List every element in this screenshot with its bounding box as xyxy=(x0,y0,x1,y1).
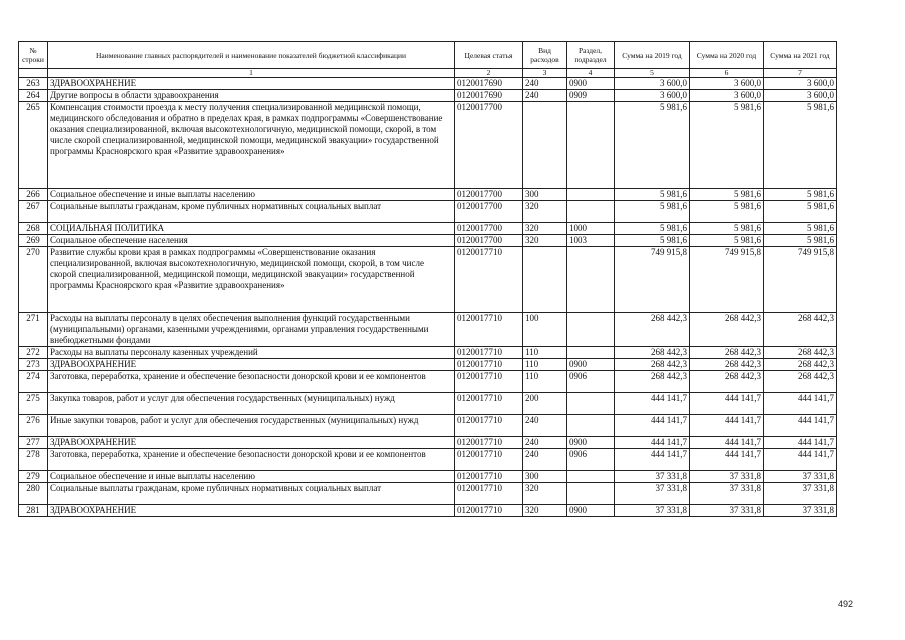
row-expense-type: 240 xyxy=(523,78,567,90)
row-number: 266 xyxy=(19,189,48,201)
row-sum-2021: 5 981,6 xyxy=(764,235,837,247)
row-sum-2019: 749 915,8 xyxy=(615,247,690,313)
row-sum-2020: 5 981,6 xyxy=(690,201,764,223)
row-number: 269 xyxy=(19,235,48,247)
row-expense-type xyxy=(523,102,567,189)
row-sum-2019: 268 442,3 xyxy=(615,313,690,347)
row-sum-2019: 37 331,8 xyxy=(615,505,690,517)
row-name: Социальное обеспечение и иные выплаты населению xyxy=(48,189,455,201)
row-name: Компенсация стоимости проезда к месту получения специализированной медицинской помощи, медицинского обследования и обратно в пределах края, в рамках подпрограммы «Совершенствование оказания специализированной, включая высокотехнологичную, медицинской помощи, скорой, в том числе скорой специализированной, медицинской помощи, медицинской эвакуации» государственной программы Красноярского края «Развитие здравоохранения» xyxy=(48,102,455,189)
row-sum-2021: 5 981,6 xyxy=(764,189,837,201)
header-sum-2020: Сумма на 2020 год xyxy=(690,42,764,69)
row-sum-2019: 268 442,3 xyxy=(615,359,690,371)
row-section: 0900 xyxy=(567,359,615,371)
row-section: 0900 xyxy=(567,437,615,449)
header-sum-2021: Сумма на 2021 год xyxy=(764,42,837,69)
row-name: ЗДРАВООХРАНЕНИЕ xyxy=(48,437,455,449)
column-number-row xyxy=(19,69,837,78)
row-number: 272 xyxy=(19,347,48,359)
row-name: Закупка товаров, работ и услуг для обеспечения государственных (муниципальных) нужд xyxy=(48,393,455,415)
row-section xyxy=(567,102,615,189)
table-row xyxy=(19,78,837,90)
row-expense-type: 110 xyxy=(523,347,567,359)
row-expense-type: 110 xyxy=(523,359,567,371)
row-expense-type: 320 xyxy=(523,201,567,223)
row-section: 1003 xyxy=(567,235,615,247)
row-number: 265 xyxy=(19,102,48,189)
row-sum-2020: 268 442,3 xyxy=(690,347,764,359)
row-expense-type: 300 xyxy=(523,471,567,483)
row-section xyxy=(567,483,615,505)
row-sum-2019: 5 981,6 xyxy=(615,102,690,189)
row-sum-2020: 3 600,0 xyxy=(690,78,764,90)
row-target: 0120017710 xyxy=(455,437,523,449)
header-sum-2019: Сумма на 2019 год xyxy=(615,42,690,69)
row-sum-2021: 444 141,7 xyxy=(764,393,837,415)
row-section: 1000 xyxy=(567,223,615,235)
header-num: № строки xyxy=(19,42,48,69)
row-sum-2020: 444 141,7 xyxy=(690,415,764,437)
row-section xyxy=(567,393,615,415)
row-number: 276 xyxy=(19,415,48,437)
row-sum-2020: 5 981,6 xyxy=(690,102,764,189)
row-number: 274 xyxy=(19,371,48,393)
row-number: 268 xyxy=(19,223,48,235)
row-name: СОЦИАЛЬНАЯ ПОЛИТИКА xyxy=(48,223,455,235)
row-sum-2021: 5 981,6 xyxy=(764,223,837,235)
row-name: Иные закупки товаров, работ и услуг для обеспечения государственных (муниципальных) нужд xyxy=(48,415,455,437)
table-row xyxy=(19,505,837,517)
row-target: 0120017700 xyxy=(455,201,523,223)
row-target: 0120017710 xyxy=(455,449,523,471)
row-section xyxy=(567,189,615,201)
row-name: Социальное обеспечение населения xyxy=(48,235,455,247)
row-sum-2019: 5 981,6 xyxy=(615,223,690,235)
row-name: Социальное обеспечение и иные выплаты населению xyxy=(48,471,455,483)
row-number: 277 xyxy=(19,437,48,449)
row-target: 0120017710 xyxy=(455,347,523,359)
row-section xyxy=(567,347,615,359)
table-row xyxy=(19,371,837,393)
row-expense-type: 240 xyxy=(523,437,567,449)
row-target: 0120017700 xyxy=(455,235,523,247)
table-row xyxy=(19,102,837,189)
column-number: 4 xyxy=(567,69,615,78)
page-number: 492 xyxy=(838,599,854,609)
table-body xyxy=(19,78,837,517)
row-target: 0120017710 xyxy=(455,505,523,517)
row-sum-2019: 37 331,8 xyxy=(615,471,690,483)
table-row xyxy=(19,437,837,449)
header-row xyxy=(19,42,837,69)
row-sum-2021: 444 141,7 xyxy=(764,449,837,471)
table-row xyxy=(19,235,837,247)
row-name: ЗДРАВООХРАНЕНИЕ xyxy=(48,78,455,90)
row-sum-2020: 268 442,3 xyxy=(690,359,764,371)
row-sum-2021: 268 442,3 xyxy=(764,371,837,393)
row-name: Социальные выплаты гражданам, кроме публичных нормативных социальных выплат xyxy=(48,201,455,223)
table-row xyxy=(19,347,837,359)
row-sum-2019: 5 981,6 xyxy=(615,201,690,223)
row-expense-type: 110 xyxy=(523,371,567,393)
row-sum-2021: 444 141,7 xyxy=(764,415,837,437)
row-expense-type xyxy=(523,247,567,313)
row-number: 271 xyxy=(19,313,48,347)
row-expense-type: 100 xyxy=(523,313,567,347)
row-expense-type: 200 xyxy=(523,393,567,415)
header-target: Целевая статья xyxy=(455,42,523,69)
row-target: 0120017710 xyxy=(455,483,523,505)
row-section xyxy=(567,201,615,223)
row-name: Социальные выплаты гражданам, кроме публичных нормативных социальных выплат xyxy=(48,483,455,505)
row-section: 0906 xyxy=(567,449,615,471)
row-name: Заготовка, переработка, хранение и обеспечение безопасности донорской крови и ее компонентов xyxy=(48,371,455,393)
row-sum-2021: 37 331,8 xyxy=(764,505,837,517)
row-expense-type: 300 xyxy=(523,189,567,201)
row-sum-2021: 3 600,0 xyxy=(764,78,837,90)
row-sum-2021: 268 442,3 xyxy=(764,313,837,347)
row-section: 0906 xyxy=(567,371,615,393)
row-expense-type: 320 xyxy=(523,235,567,247)
row-target: 0120017710 xyxy=(455,359,523,371)
row-target: 0120017690 xyxy=(455,78,523,90)
row-sum-2021: 268 442,3 xyxy=(764,347,837,359)
row-sum-2021: 5 981,6 xyxy=(764,201,837,223)
row-target: 0120017700 xyxy=(455,189,523,201)
row-expense-type: 240 xyxy=(523,90,567,102)
row-section xyxy=(567,415,615,437)
row-sum-2019: 444 141,7 xyxy=(615,415,690,437)
row-target: 0120017690 xyxy=(455,90,523,102)
row-number: 263 xyxy=(19,78,48,90)
row-number: 275 xyxy=(19,393,48,415)
row-sum-2019: 37 331,8 xyxy=(615,483,690,505)
table-row xyxy=(19,313,837,347)
row-expense-type: 320 xyxy=(523,223,567,235)
row-sum-2021: 749 915,8 xyxy=(764,247,837,313)
budget-table xyxy=(18,41,837,517)
column-number: 3 xyxy=(523,69,567,78)
row-sum-2020: 444 141,7 xyxy=(690,393,764,415)
row-sum-2019: 444 141,7 xyxy=(615,449,690,471)
row-target: 0120017710 xyxy=(455,471,523,483)
column-number: 1 xyxy=(48,69,455,78)
row-number: 267 xyxy=(19,201,48,223)
row-sum-2021: 37 331,8 xyxy=(764,483,837,505)
table-row xyxy=(19,90,837,102)
table-row xyxy=(19,393,837,415)
row-sum-2020: 37 331,8 xyxy=(690,471,764,483)
row-section xyxy=(567,471,615,483)
row-expense-type: 320 xyxy=(523,505,567,517)
table-row xyxy=(19,415,837,437)
row-sum-2020: 3 600,0 xyxy=(690,90,764,102)
row-target: 0120017710 xyxy=(455,247,523,313)
row-sum-2021: 3 600,0 xyxy=(764,90,837,102)
row-sum-2019: 268 442,3 xyxy=(615,347,690,359)
row-target: 0120017710 xyxy=(455,371,523,393)
row-target: 0120017710 xyxy=(455,313,523,347)
row-number: 270 xyxy=(19,247,48,313)
table-row xyxy=(19,483,837,505)
row-sum-2020: 444 141,7 xyxy=(690,449,764,471)
column-number xyxy=(19,69,48,78)
table-row xyxy=(19,449,837,471)
row-target: 0120017700 xyxy=(455,102,523,189)
row-expense-type: 320 xyxy=(523,483,567,505)
header-section: Раздел, подраздел xyxy=(567,42,615,69)
row-section xyxy=(567,247,615,313)
row-name: ЗДРАВООХРАНЕНИЕ xyxy=(48,359,455,371)
row-name: Расходы на выплаты персоналу в целях обеспечения выполнения функций государственными (муниципальными) органами, казенными учреждениями, органами управления государственными внебюджетными фондами xyxy=(48,313,455,347)
row-sum-2020: 5 981,6 xyxy=(690,223,764,235)
table-row xyxy=(19,223,837,235)
row-name: Другие вопросы в области здравоохранения xyxy=(48,90,455,102)
row-sum-2019: 268 442,3 xyxy=(615,371,690,393)
row-sum-2019: 5 981,6 xyxy=(615,235,690,247)
row-name: Расходы на выплаты персоналу казенных учреждений xyxy=(48,347,455,359)
column-number: 2 xyxy=(455,69,523,78)
row-name: ЗДРАВООХРАНЕНИЕ xyxy=(48,505,455,517)
row-sum-2021: 268 442,3 xyxy=(764,359,837,371)
row-target: 0120017710 xyxy=(455,393,523,415)
row-sum-2019: 5 981,6 xyxy=(615,189,690,201)
header-type: Вид расходов xyxy=(523,42,567,69)
row-sum-2020: 749 915,8 xyxy=(690,247,764,313)
column-number: 5 xyxy=(615,69,690,78)
row-name: Развитие службы крови края в рамках подпрограммы «Совершенствование оказания специализированной, включая высокотехнологичную, медицинской помощи, скорой, в том числе скорой специализированной, медицинской помощи, медицинской эвакуации» государственной программы Красноярского края «Развитие здравоохранения» xyxy=(48,247,455,313)
row-sum-2020: 444 141,7 xyxy=(690,437,764,449)
row-section: 0900 xyxy=(567,78,615,90)
row-section: 0909 xyxy=(567,90,615,102)
row-sum-2020: 268 442,3 xyxy=(690,371,764,393)
table-row xyxy=(19,189,837,201)
table-row xyxy=(19,201,837,223)
row-target: 0120017710 xyxy=(455,415,523,437)
row-sum-2019: 444 141,7 xyxy=(615,393,690,415)
row-number: 280 xyxy=(19,483,48,505)
row-sum-2019: 3 600,0 xyxy=(615,78,690,90)
row-number: 264 xyxy=(19,90,48,102)
column-number: 7 xyxy=(764,69,837,78)
row-number: 278 xyxy=(19,449,48,471)
row-sum-2019: 3 600,0 xyxy=(615,90,690,102)
row-number: 273 xyxy=(19,359,48,371)
row-target: 0120017700 xyxy=(455,223,523,235)
column-number: 6 xyxy=(690,69,764,78)
row-sum-2019: 444 141,7 xyxy=(615,437,690,449)
row-sum-2021: 37 331,8 xyxy=(764,471,837,483)
row-number: 279 xyxy=(19,471,48,483)
row-expense-type: 240 xyxy=(523,415,567,437)
table-row xyxy=(19,471,837,483)
row-sum-2021: 444 141,7 xyxy=(764,437,837,449)
table-row xyxy=(19,247,837,313)
row-sum-2020: 37 331,8 xyxy=(690,505,764,517)
row-sum-2020: 5 981,6 xyxy=(690,235,764,247)
row-sum-2020: 5 981,6 xyxy=(690,189,764,201)
row-number: 281 xyxy=(19,505,48,517)
table-row xyxy=(19,359,837,371)
row-sum-2020: 268 442,3 xyxy=(690,313,764,347)
row-name: Заготовка, переработка, хранение и обеспечение безопасности донорской крови и ее компонентов xyxy=(48,449,455,471)
row-expense-type: 240 xyxy=(523,449,567,471)
row-sum-2021: 5 981,6 xyxy=(764,102,837,189)
row-section xyxy=(567,313,615,347)
header-name: Наименование главных распорядителей и наименование показателей бюджетной классификации xyxy=(48,42,455,69)
row-sum-2020: 37 331,8 xyxy=(690,483,764,505)
row-section: 0900 xyxy=(567,505,615,517)
